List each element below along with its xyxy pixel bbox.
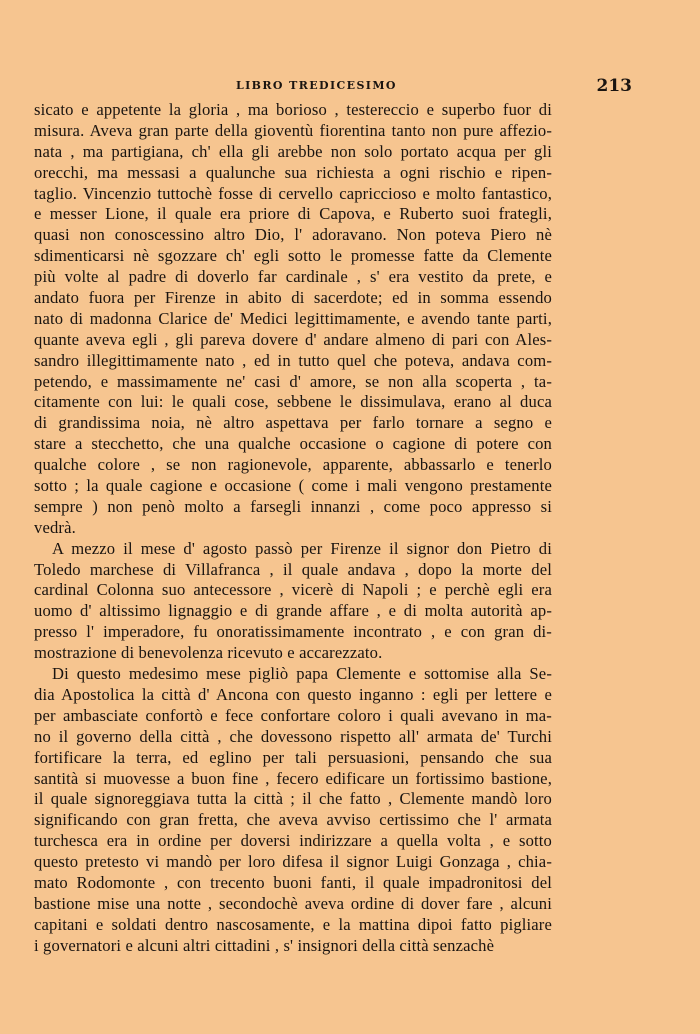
text-line: orecchi, ma messasi a qualunche sua richiesta a ogni rischio e ripen-	[34, 162, 552, 182]
text-line: nata , ma partigiana, ch' ella gli arebbe non solo portato acqua per gli	[34, 141, 552, 161]
text-line: nato di madonna Clarice de' Medici legittimamente, e avendo tante parti,	[34, 308, 552, 328]
paragraph	[34, 664, 552, 956]
text-line: presso l' imperadore, fu onoratissimamente incontrato , e con gran di-	[34, 622, 552, 642]
text-line: sempre ) non penò molto a farsegli innanzi , come poco appresso si	[34, 496, 552, 516]
text-line: il quale signoreggiava tutta la città ; il che fatto , Clemente mandò loro	[34, 789, 552, 809]
text-line: taglio. Vincenzio tuttochè fosse di cervello capriccioso e molto fantastico,	[34, 183, 552, 203]
running-head: LIBRO TREDICESIMO	[236, 79, 397, 92]
text-line: significando con gran fretta, che aveva avviso certissimo che l' armata	[34, 810, 552, 830]
text-line: i governatori e alcuni altri cittadini , s' insignori della città senzachè	[34, 935, 495, 955]
text-line: vedrà.	[34, 517, 76, 537]
text-line: bastione mise una notte , secondochè aveva ordine di dover fare , alcuni	[34, 893, 552, 913]
page-number: 213	[596, 76, 632, 96]
text-line: fortificare la terra, ed eglino per tali persuasioni, pensando che sua	[34, 747, 552, 767]
text-line: no il governo della città , che dovessono rispetto all' armata de' Turchi	[34, 726, 552, 746]
text-line: mostrazione di benevolenza ricevuto e accarezzato.	[34, 643, 383, 663]
text-line: quante aveva egli , gli pareva dovere d' andare almeno di pari con Ales-	[34, 329, 552, 349]
text-line: sotto ; la quale cagione e occasione ( come i mali vengono prestamente	[34, 476, 552, 496]
text-line: petendo, e massimamente ne' casi d' amore, se non alla scoperta , ta-	[34, 371, 552, 391]
text-line: citamente con lui: le quali cose, sebbene le dissimulava, erano al duca	[34, 392, 552, 412]
text-line: Toledo marchese di Villafranca , il quale andava , dopo la morte del	[34, 559, 552, 579]
text-line: santità si muovesse a buon fine , fecero edificare un fortissimo bastione,	[34, 768, 552, 788]
text-line: qualche colore , se non ragionevole, apparente, abbassarlo e tenerlo	[34, 455, 552, 475]
text-line: sicato e appetente la gloria , ma borioso , testereccio e superbo fuor di	[34, 100, 552, 119]
paragraph	[34, 100, 552, 539]
text-line: Di questo medesimo mese pigliò papa Clemente e sottomise alla Se-	[52, 664, 552, 684]
text-line: A mezzo il mese d' agosto passò per Firenze il signor don Pietro di	[52, 538, 552, 558]
body-text	[34, 100, 552, 957]
text-line: e messer Lione, il quale era priore di Capova, e Ruberto suoi frategli,	[34, 204, 552, 224]
text-line: turchesca era in ordine per doversi indirizzare a quella volta , e sotto	[34, 831, 552, 851]
text-line: misura. Aveva gran parte della gioventù fiorentina tanto non pure affezio-	[34, 120, 552, 140]
page-header	[60, 76, 640, 99]
text-line: di grandissima noia, nè altro aspettava per farlo tornare a segno e	[34, 413, 552, 433]
text-line: questo pretesto vi mandò per loro difesa il signor Luigi Gonzaga , chia-	[34, 852, 552, 872]
text-line: dia Apostolica la città d' Ancona con questo inganno : egli per lettere e	[34, 684, 552, 704]
text-line: quasi non conoscessino altro Dio, l' adoravano. Non poteva Piero nè	[34, 225, 552, 245]
text-line: uomo d' altissimo lignaggio e di grande affare , e di molta autorità ap-	[34, 601, 552, 621]
text-line: andato fuora per Firenze in abito di sacerdote; ed in somma essendo	[34, 288, 552, 308]
text-line: cardinal Colonna suo antecessore , vicerè di Napoli ; e perchè egli era	[34, 580, 552, 600]
text-line: sdimenticarsi nè sgozzare ch' egli sotto le promesse fatte da Clemente	[34, 246, 552, 266]
text-line: stare a stecchetto, che una qualche occasione o cagione di potere con	[34, 434, 552, 454]
text-line: capitani e soldati dentro nascosamente, e la mattina dipoi fatto pigliare	[34, 914, 552, 934]
text-line: sandro illegittimamente nato , ed in tutto quel che poteva, andava com-	[34, 350, 552, 370]
text-line: mato Rodomonte , con trecento buoni fanti, il quale impadronitosi del	[34, 872, 552, 892]
text-line: per ambasciate confortò e fece confortare coloro i quali avevano in ma-	[34, 705, 552, 725]
paragraph	[34, 539, 552, 664]
text-line: più volte al padre di doverlo far cardinale , s' era vestito da prete, e	[34, 267, 552, 287]
